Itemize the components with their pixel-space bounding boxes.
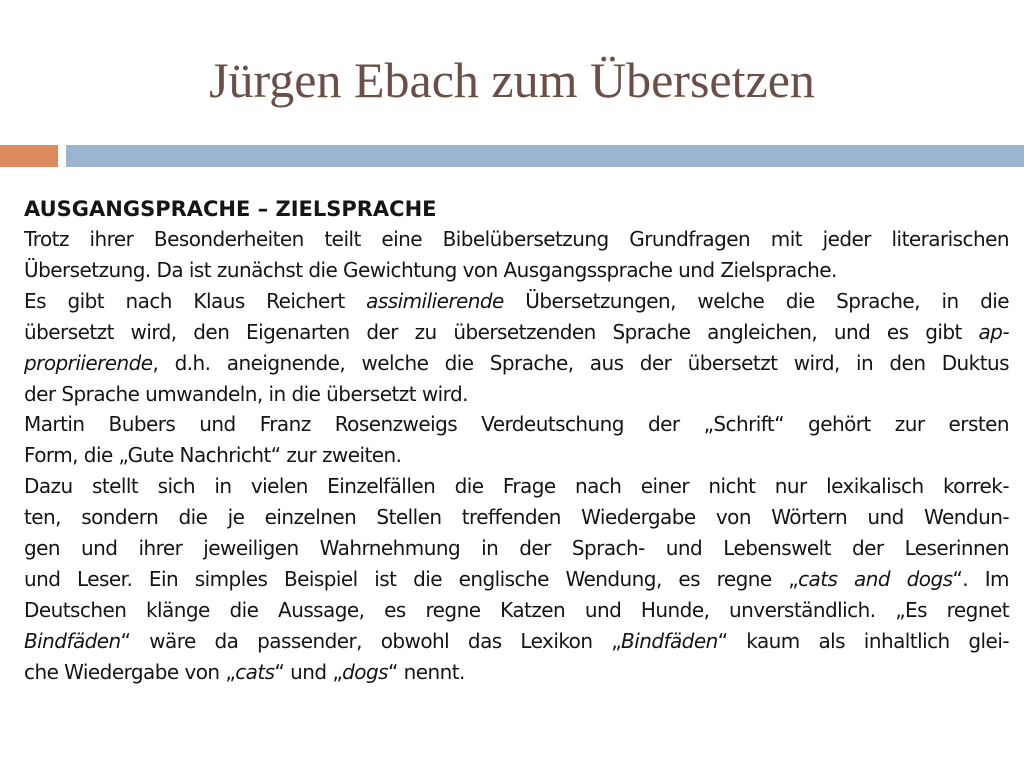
accent-bar-blue	[66, 145, 1024, 167]
excerpt-line: Martin Bubers und Franz Rosenzweigs Verdeutschung der „Schrift“ gehört zur ersten	[24, 412, 1009, 437]
excerpt-line: Übersetzung. Da ist zunächst die Gewichtung von Ausgangssprache und Zielsprache.	[24, 257, 837, 282]
italic-term: Bindfäden	[621, 628, 718, 653]
accent-bar-orange	[0, 145, 58, 167]
excerpt-line	[24, 657, 1009, 688]
italic-term: cats	[235, 659, 275, 684]
excerpt-line: der Sprache umwandeln, in die übersetzt wird.	[24, 381, 468, 406]
italic-term: cats and dogs	[798, 566, 953, 591]
excerpt-line: ten, sondern die je einzelnen Stellen treffenden Wiedergabe von Wörtern und Wendun-	[24, 505, 1009, 530]
excerpt-line: Trotz ihrer Besonderheiten teilt eine Bibelübersetzung Grundfragen mit jeder literarischen	[24, 227, 1009, 251]
italic-term: dogs	[342, 659, 389, 684]
excerpt-body	[24, 224, 1009, 688]
excerpt-line	[24, 317, 1009, 348]
text-segment: und Leser. Ein simples Beispiel ist die englische Wendung, es regne „	[24, 566, 799, 591]
text-segment: “ und „	[274, 659, 343, 684]
italic-term: Bindfäden	[24, 628, 121, 653]
italic-term: propriierende	[24, 350, 153, 375]
text-segment: che Wiedergabe von „	[24, 659, 236, 684]
excerpt-line	[24, 286, 1009, 317]
excerpt-line: Dazu stellt sich in vielen Einzelfällen die Frage nach einer nicht nur lexikalisch korrek-	[24, 474, 1009, 499]
excerpt-heading: AUSGANGSPRACHE – ZIELSPRACHE	[24, 197, 437, 221]
text-segment: Übersetzungen, welche die Sprache, in die	[503, 288, 1009, 313]
slide-title: Jürgen Ebach zum Übersetzen	[209, 52, 815, 108]
text-segment: Es gibt nach Klaus Reichert	[24, 288, 367, 313]
scanned-text-excerpt	[24, 194, 1009, 688]
excerpt-line	[24, 626, 1009, 657]
text-segment: “. Im	[952, 566, 1009, 591]
text-segment: übersetzt wird, den Eigenarten der zu übersetzenden Sprache angleichen, und es gibt	[24, 319, 979, 344]
italic-term: assimilierende	[366, 288, 504, 313]
text-segment: “ kaum als inhaltlich glei-	[717, 628, 1009, 653]
excerpt-line: Form, die „Gute Nachricht“ zur zweiten.	[24, 443, 402, 468]
excerpt-line	[24, 564, 1009, 595]
excerpt-line: gen und ihrer jeweiligen Wahrnehmung in der Sprach- und Lebenswelt der Leserinnen	[24, 536, 1009, 561]
excerpt-line: Deutschen klänge die Aussage, es regne Katzen und Hunde, unverständlich. „Es regnet	[24, 597, 1009, 622]
excerpt-line	[24, 348, 1009, 379]
text-segment: , d.h. aneignende, welche die Sprache, aus der übersetzt wird, in den Duktus	[152, 350, 1009, 375]
text-segment: “ nennt.	[388, 659, 465, 684]
italic-term: ap-	[978, 319, 1009, 344]
text-segment: “ wäre da passender, obwohl das Lexikon „	[120, 628, 622, 653]
